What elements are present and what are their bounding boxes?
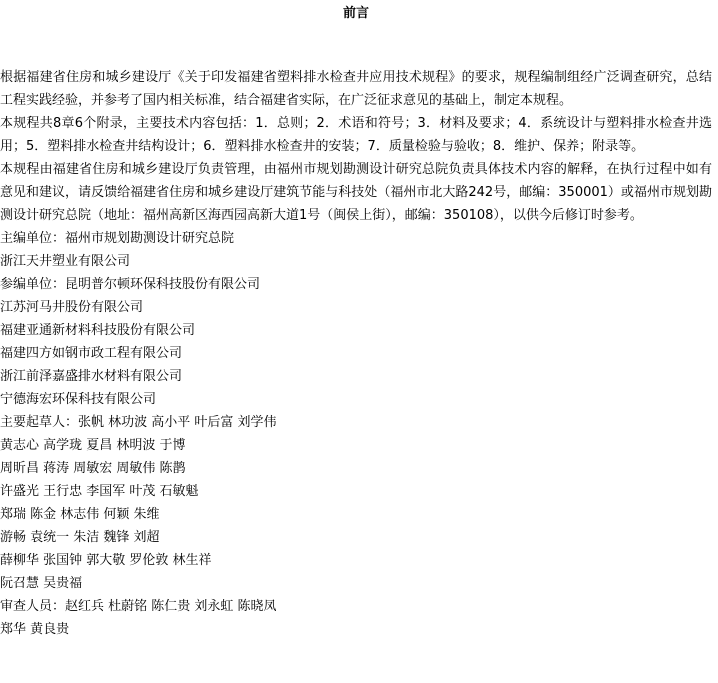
drafters-row-2: 黄志心 高学珑 夏昌 林明波 于博 bbox=[0, 438, 186, 453]
drafters-row-8: 阮召慧 吴贵福 bbox=[0, 576, 83, 591]
document-title: 前言 bbox=[342, 6, 369, 21]
document-body bbox=[0, 66, 712, 641]
participating-unit-2: 江苏河马井股份有限公司 bbox=[0, 300, 144, 315]
drafters-row-5: 郑瑞 陈金 林志伟 何颖 朱维 bbox=[0, 507, 160, 522]
drafters-row-6: 游畅 袁统一 朱洁 魏锋 刘超 bbox=[0, 530, 160, 545]
main-drafters: 主要起草人：张帆 林功波 高小平 叶后富 刘学伟 bbox=[0, 415, 277, 430]
reviewers-row-2: 郑华 黄良贵 bbox=[0, 622, 70, 637]
reviewers: 审查人员：赵红兵 杜蔚铭 陈仁贵 刘永虹 陈晓凤 bbox=[0, 599, 277, 614]
chief-editor-unit: 主编单位：福州市规划勘测设计研究总院 bbox=[0, 231, 235, 246]
paragraph-management: 本规程由福建省住房和城乡建设厅负责管理，由福州市规划勘测设计研究总院负责具体技术内容的解释，在执行过程中如有意见和建议，请反馈给福建省住房和城乡建设厅建筑节能与科技处（福州市北大路242号，邮编：350001）或福州市规划勘测设计研究总院（地址：福州高新区海西园高新大道1号（闽侯上街），邮编：350108），以供今后修订时参考。 bbox=[0, 162, 712, 223]
chief-editor-unit-2: 浙江天井塑业有限公司 bbox=[0, 254, 131, 269]
participating-unit-3: 福建亚通新材料科技股份有限公司 bbox=[0, 323, 196, 338]
paragraph-contents: 本规程共8章6个附录，主要技术内容包括：1．总则；2．术语和符号；3．材料及要求；4．系统设计与塑料排水检查井选用；5．塑料排水检查井结构设计；6．塑料排水检查井的安装；7．质量检验与验收；8．维护、保养；附录等。 bbox=[0, 116, 712, 154]
participating-unit: 参编单位：昆明普尔顿环保科技股份有限公司 bbox=[0, 277, 261, 292]
participating-unit-4: 福建四方如钢市政工程有限公司 bbox=[0, 346, 183, 361]
participating-unit-5: 浙江前泽嘉盛排水材料有限公司 bbox=[0, 369, 183, 384]
paragraph-basis: 根据福建省住房和城乡建设厅《关于印发福建省塑料排水检查井应用技术规程》的要求，规程编制组经广泛调查研究，总结工程实践经验，并参考了国内相关标准，结合福建省实际，在广泛征求意见的基础上，制定本规程。 bbox=[0, 70, 712, 108]
participating-unit-6: 宁德海宏环保科技有限公司 bbox=[0, 392, 157, 407]
drafters-row-4: 许盛光 王行忠 李国军 叶茂 石敏魁 bbox=[0, 484, 199, 499]
drafters-row-7: 薛柳华 张国钟 郭大敬 罗伦敦 林生祥 bbox=[0, 553, 212, 568]
drafters-row-3: 周昕昌 蒋涛 周敏宏 周敏伟 陈鹊 bbox=[0, 461, 186, 476]
